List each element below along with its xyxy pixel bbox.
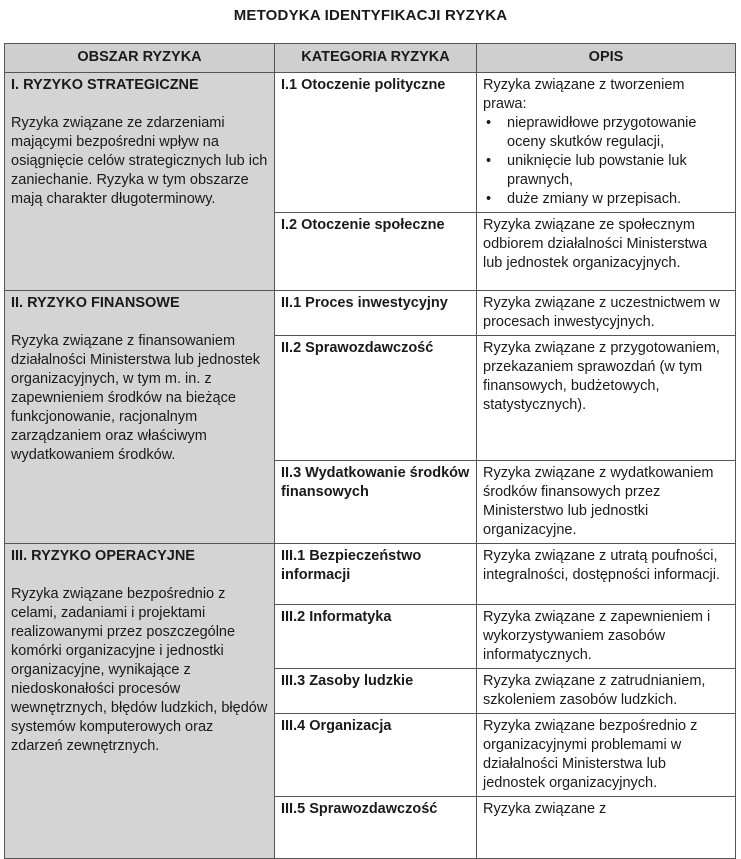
list-item xyxy=(486,190,729,209)
description-cell: Ryzyka związane z przygotowaniem, przekazaniem sprawozdań (w tym finansowych, budżetowych, statystycznych). xyxy=(477,336,736,461)
category-cell: III.2 Informatyka xyxy=(275,605,477,669)
description-cell: Ryzyka związane z wydatkowaniem środków finansowych przez Ministerstwo lub jednostki organizacyjne. xyxy=(477,461,736,544)
table-header-row xyxy=(5,44,736,73)
table-row xyxy=(5,291,736,336)
table-row xyxy=(5,73,736,213)
list-item-text: duże zmiany w przepisach. xyxy=(507,191,682,207)
bullet-icon: • xyxy=(486,115,492,131)
list-item xyxy=(486,114,729,152)
list-item-text: nieprawidłowe przygotowanie oceny skutków regulacji, xyxy=(507,115,697,150)
category-cell: III.4 Organizacja xyxy=(275,714,477,797)
category-cell: II.3 Wydatkowanie środków finansowych xyxy=(275,461,477,544)
category-cell: III.3 Zasoby ludzkie xyxy=(275,669,477,714)
area-title: III. RYZYKO OPERACYJNE xyxy=(11,548,195,564)
description-cell: Ryzyka związane z zapewnieniem i wykorzystywaniem zasobów informatycznych. xyxy=(477,605,736,669)
category-cell: I.2 Otoczenie społeczne xyxy=(275,213,477,291)
area-cell-strategic xyxy=(5,73,275,291)
category-cell: III.1 Bezpieczeństwo informacji xyxy=(275,544,477,605)
header-description: OPIS xyxy=(477,44,736,73)
area-text: Ryzyka związane bezpośrednio z celami, zadaniami i projektami realizowanymi przez poszczególne komórki organizacyjne i jednostki organizacyjne, wynikające z niedoskonałości procesów wewnętrznych, błędów ludzkich, błędów systemów komputerowych oraz zdarzeń zewnętrznych. xyxy=(11,586,268,754)
risk-table xyxy=(4,43,736,859)
bullet-icon: • xyxy=(486,153,492,169)
area-text: Ryzyka związane ze zdarzeniami mającymi bezpośredni wpływ na osiągnięcie celów strategicznych lub ich zaniechanie. Ryzyka w tym obszarze mają charakter długoterminowy. xyxy=(11,115,268,207)
description-bullet-list xyxy=(483,114,729,209)
description-cell: Ryzyka związane z zatrudnianiem, szkoleniem zasobów ludzkich. xyxy=(477,669,736,714)
description-cell: Ryzyka związane z utratą poufności, integralności, dostępności informacji. xyxy=(477,544,736,605)
area-cell-financial xyxy=(5,291,275,544)
list-item-text: uniknięcie lub powstanie luk prawnych, xyxy=(507,153,687,188)
description-cell xyxy=(477,73,736,213)
header-category: KATEGORIA RYZYKA xyxy=(275,44,477,73)
description-cell: Ryzyka związane z xyxy=(477,797,736,859)
bullet-icon: • xyxy=(486,191,492,207)
area-title: II. RYZYKO FINANSOWE xyxy=(11,295,180,311)
document-title: METODYKA IDENTYFIKACJI RYZYKA xyxy=(233,7,508,24)
description-cell: Ryzyka związane ze społecznym odbiorem działalności Ministerstwa lub jednostek organizacyjnych. xyxy=(477,213,736,291)
description-text: Ryzyka związane z tworzeniem prawa: xyxy=(483,77,685,112)
list-item xyxy=(486,152,729,190)
header-area: OBSZAR RYZYKA xyxy=(5,44,275,73)
description-cell: Ryzyka związane z uczestnictwem w procesach inwestycyjnych. xyxy=(477,291,736,336)
category-cell: I.1 Otoczenie polityczne xyxy=(275,73,477,213)
category-cell: II.2 Sprawozdawczość xyxy=(275,336,477,461)
description-cell: Ryzyka związane bezpośrednio z organizacyjnymi problemami w działalności Ministerstwa lub jednostek organizacyjnych. xyxy=(477,714,736,797)
area-text: Ryzyka związane z finansowaniem działalności Ministerstwa lub jednostek organizacyjnych, w tym m. in. z zapewnieniem środków na bieżące funkcjonowanie, racjonalnym zarządzaniem oraz właściwym wydatkowaniem środków. xyxy=(11,333,261,463)
area-title: I. RYZYKO STRATEGICZNE xyxy=(11,77,199,93)
category-cell: II.1 Proces inwestycyjny xyxy=(275,291,477,336)
table-row xyxy=(5,544,736,605)
category-cell: III.5 Sprawozdawczość xyxy=(275,797,477,859)
area-cell-operational xyxy=(5,544,275,859)
